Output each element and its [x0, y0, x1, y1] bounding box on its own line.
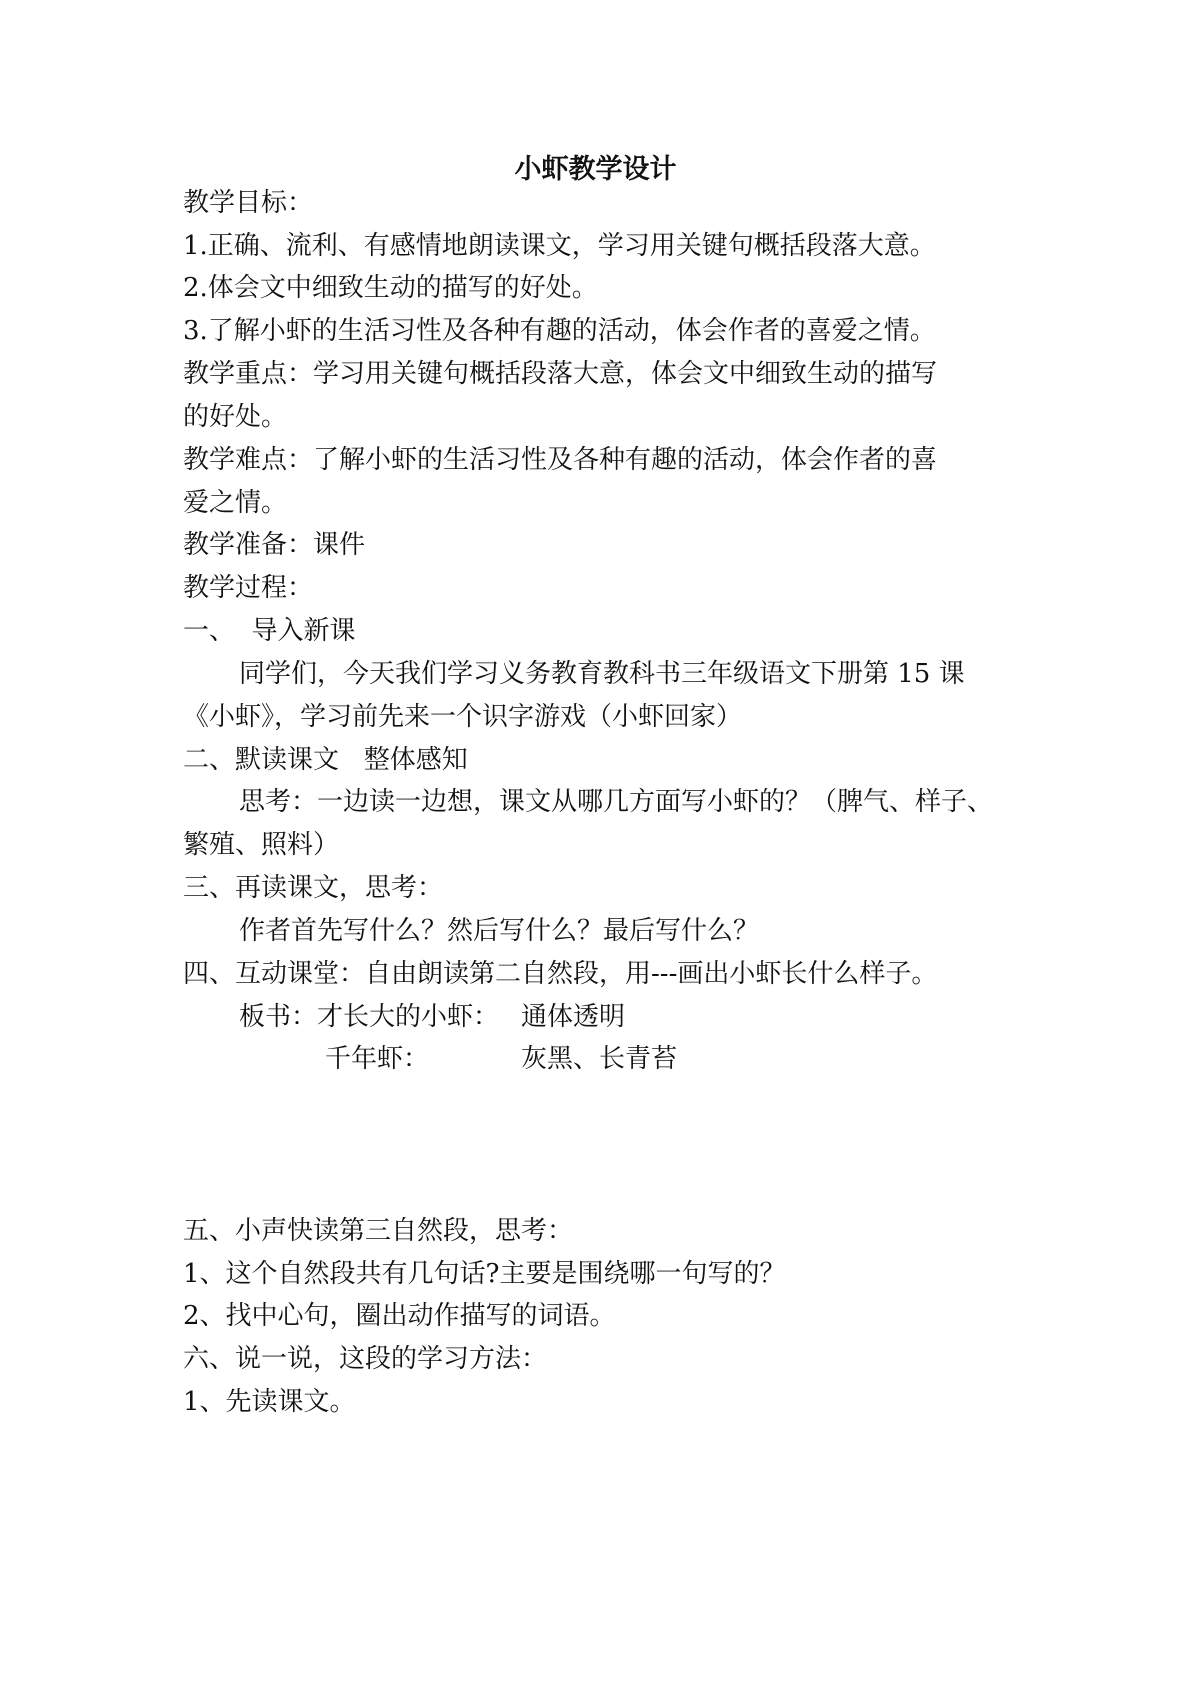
objective-item-3: 3.了解小虾的生活习性及各种有趣的活动，体会作者的喜爱之情。	[183, 316, 936, 346]
objective-item-2: 2.体会文中细致生动的描写的好处。	[183, 273, 598, 303]
document-title: 小虾教学设计	[514, 154, 677, 185]
board-row-1-label: 板书：才长大的小虾：	[239, 1002, 500, 1032]
step-2-question-line-2: 繁殖、照料）	[183, 830, 340, 860]
board-row-1-value: 通体透明	[521, 1002, 626, 1032]
preparation-line: 教学准备：课件	[183, 530, 366, 560]
step-1-paragraph-line-1: 同学们，今天我们学习义务教育教科书三年级语文下册第 15 课	[239, 659, 965, 689]
step-6-item-1: 1、先读课文。	[183, 1387, 356, 1417]
step-4-heading: 四、互动课堂：自由朗读第二自然段，用---画出小虾长什么样子。	[183, 959, 938, 989]
step-2-heading: 二、默读课文 整体感知	[183, 745, 468, 775]
step-3-heading: 三、再读课文，思考：	[183, 873, 444, 903]
key-points-line-1: 教学重点：学习用关键句概括段落大意，体会文中细致生动的描写	[183, 359, 938, 389]
section-heading-process: 教学过程：	[183, 573, 314, 603]
step-5-heading: 五、小声快读第三自然段，思考：	[183, 1216, 574, 1246]
step-5-question-1: 1、这个自然段共有几句话?主要是围绕哪一句写的？	[183, 1259, 786, 1289]
board-row-2-label: 千年虾：	[325, 1044, 430, 1074]
step-1-paragraph-line-2: 《小虾》，学习前先来一个识字游戏（小虾回家）	[183, 702, 743, 732]
section-heading-objectives: 教学目标：	[183, 188, 314, 218]
difficulties-line-2: 爱之情。	[183, 488, 288, 518]
step-2-question-line-1: 思考：一边读一边想，课文从哪几方面写小虾的？（脾气、样子、	[239, 787, 994, 817]
step-5-question-2: 2、找中心句，圈出动作描写的词语。	[183, 1301, 616, 1331]
key-points-line-2: 的好处。	[183, 402, 288, 432]
step-1-heading: 一、 导入新课	[183, 616, 356, 646]
step-3-question: 作者首先写什么？然后写什么？最后写什么？	[239, 916, 760, 946]
step-6-heading: 六、说一说，这段的学习方法：	[183, 1344, 548, 1374]
board-row-2-value: 灰黑、长青苔	[521, 1044, 678, 1074]
objective-item-1: 1.正确、流利、有感情地朗读课文，学习用关键句概括段落大意。	[183, 231, 936, 261]
difficulties-line-1: 教学难点：了解小虾的生活习性及各种有趣的活动，体会作者的喜	[183, 445, 938, 475]
